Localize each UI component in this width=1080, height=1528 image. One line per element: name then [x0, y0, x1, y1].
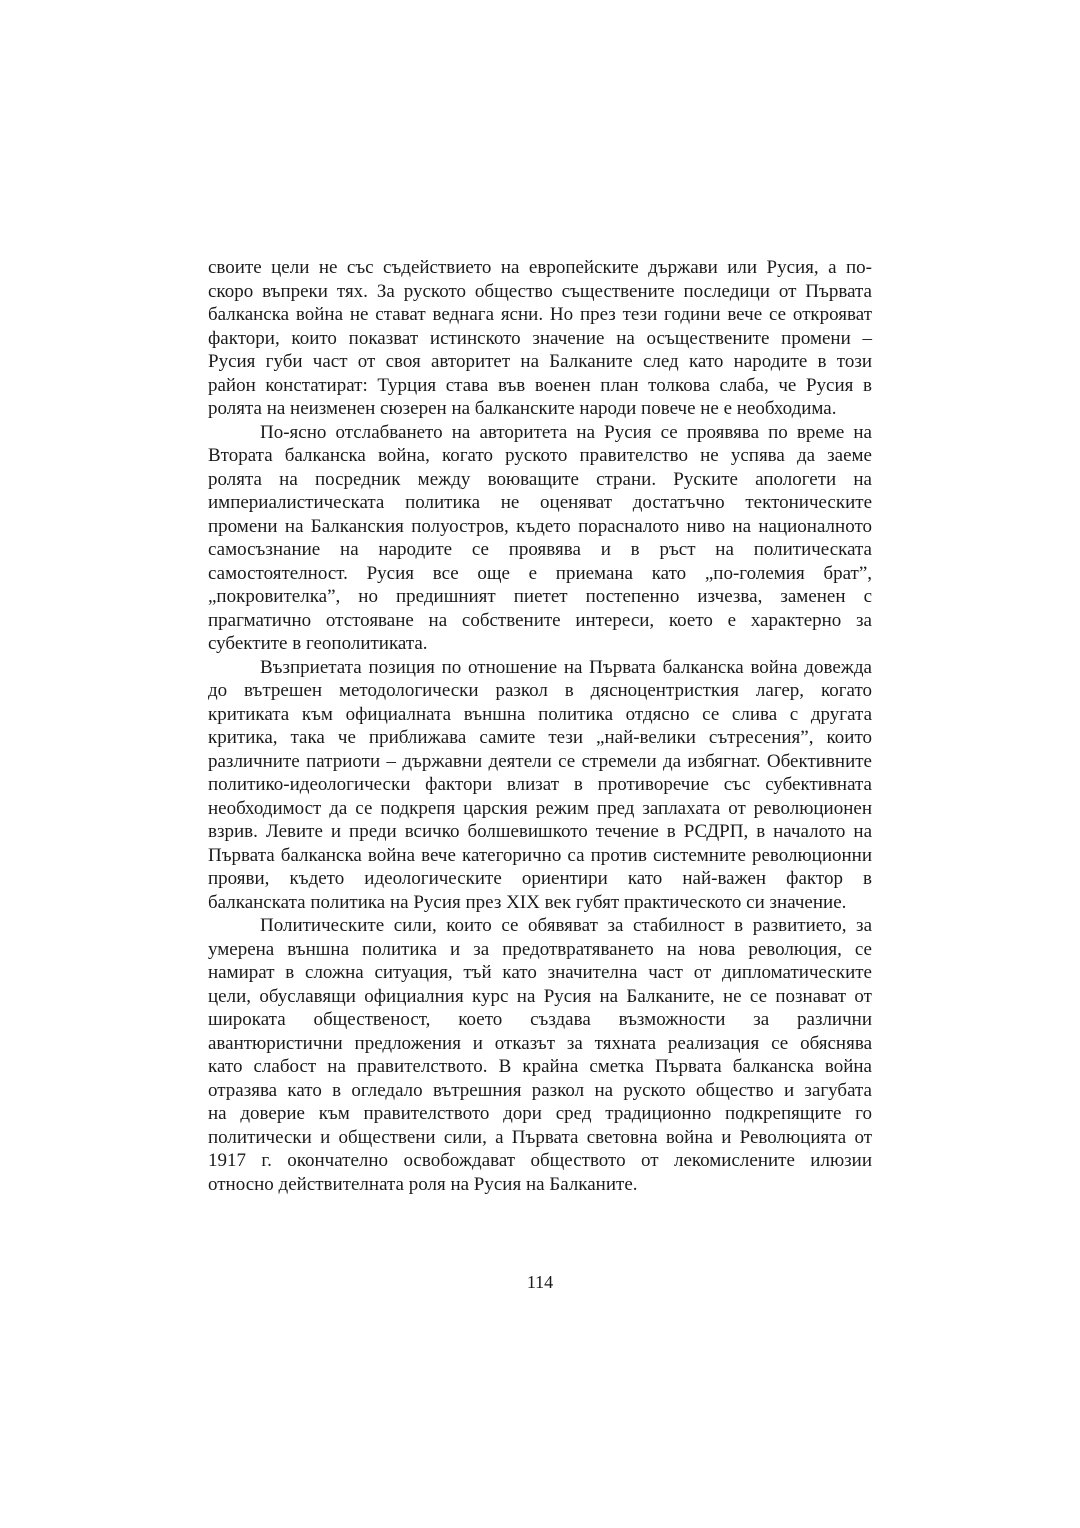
text-line: субектите в геополитиката. — [208, 633, 428, 654]
text-line: фактори, които показват истинското значение на осъществените промени – — [208, 327, 872, 349]
paragraph — [208, 914, 872, 1196]
text-line: необходимост да се подкрепя царския режим пред заплахата от революционен — [208, 797, 872, 819]
text-line: Първата балканска война вече категорично са против системните революционни — [208, 844, 872, 866]
text-line: балканската политика на Русия през XIX век губят практическото си значение. — [208, 891, 847, 913]
text-line: като слабост на правителството. В крайна сметка Първата балканска война — [208, 1056, 872, 1077]
text-line: отразява като в огледало вътрешния разкол на руското общество и загубата — [208, 1079, 872, 1101]
text-line: своите цели не със съдействието на европейските държави или Русия, а по- — [208, 257, 872, 278]
text-line: политико-идеологически фактори влизат в противоречие със субективната — [208, 774, 872, 795]
text-line: Втората балканска война, когато руското правителство не успява да заеме — [208, 445, 872, 466]
text-line: до вътрешен методологически разкол в дясноцентристкия лагер, когато — [208, 680, 872, 701]
text-line: политически и обществени сили, а Първата световна война и Революцията от — [208, 1126, 872, 1148]
text-line: относно действителната роля на Русия на Балканите. — [208, 1173, 638, 1195]
text-line: прояви, където идеологическите ориентири като най-важен фактор в — [208, 868, 872, 889]
text-line: различните патриоти – държавни деятели се стремели да избягнат. Обективните — [208, 750, 872, 772]
text-line: широката общественост, което създава възможности за различни — [208, 1009, 872, 1030]
text-line: намират в сложна ситуация, тъй като значителна част от дипломатическите — [208, 962, 872, 983]
text-line: „покровителка”, но предишният пиетет постепенно изчезва, заменен с — [208, 586, 872, 607]
text-line: самосъзнание на народите се проявява и в ръст на политическата — [208, 539, 872, 560]
text-line: ролята на неизменен сюзерен на балканските народи повече не е необходима. — [208, 398, 837, 419]
text-line: Възприетата позиция по отношение на Първата балканска война довежда — [260, 656, 872, 678]
text-line: прагматично отстояване на собствените интереси, което е характерно за — [208, 609, 872, 631]
page-number: 114 — [526, 1272, 554, 1292]
text-line: умерена външна политика и за предотвратяването на нова революция, се — [208, 938, 872, 960]
text-line: на доверие към правителството дори сред традиционно подкрепящите го — [208, 1103, 872, 1124]
text-line: цели, обуславящи официалния курс на Русия на Балканите, не се познават от — [208, 985, 872, 1007]
text-line: Политическите сили, които се обявяват за стабилност в развитието, за — [260, 915, 872, 936]
paragraph — [208, 256, 872, 421]
paragraph — [208, 656, 872, 915]
text-line: авантюристични предложения и отказът за тяхната реализация се обяснява — [208, 1032, 872, 1054]
text-line: балканска война не стават веднага ясни. Но през тези години вече се открояват — [208, 304, 872, 325]
text-line: 1917 г. окончателно освобождават обществото от лекомислените илюзии — [208, 1150, 872, 1171]
text-line: район констатират: Турция става във военен план толкова слаба, че Русия в — [208, 374, 872, 396]
text-line: По-ясно отслабването на авторитета на Русия се проявява по време на — [260, 421, 872, 443]
text-line: промени на Балканския полуостров, където порасналото ниво на националното — [208, 515, 872, 537]
text-line: ролята на посредник между воюващите страни. Руските апологети на — [208, 468, 872, 490]
text-line: империалистическата политика не оценяват достатъчно тектоническите — [208, 492, 872, 513]
body-text — [208, 256, 872, 1196]
paragraph — [208, 421, 872, 656]
text-line: самостоятелност. Русия все още е приемана като „по-големия брат”, — [208, 562, 872, 584]
text-line: скоро въпреки тях. За руското общество съществените последици от Първата — [208, 280, 872, 302]
text-line: критиката към официалната външна политика отдясно се слива с другата — [208, 703, 872, 725]
text-line: Русия губи част от своя авторитет на Балканите след като народите в този — [208, 351, 872, 372]
text-line: взрив. Левите и преди всичко болшевишкото течение в РСДРП, в началото на — [208, 821, 872, 842]
text-line: критика, така че приближава самите тези „най-велики сътресения”, които — [208, 727, 872, 748]
